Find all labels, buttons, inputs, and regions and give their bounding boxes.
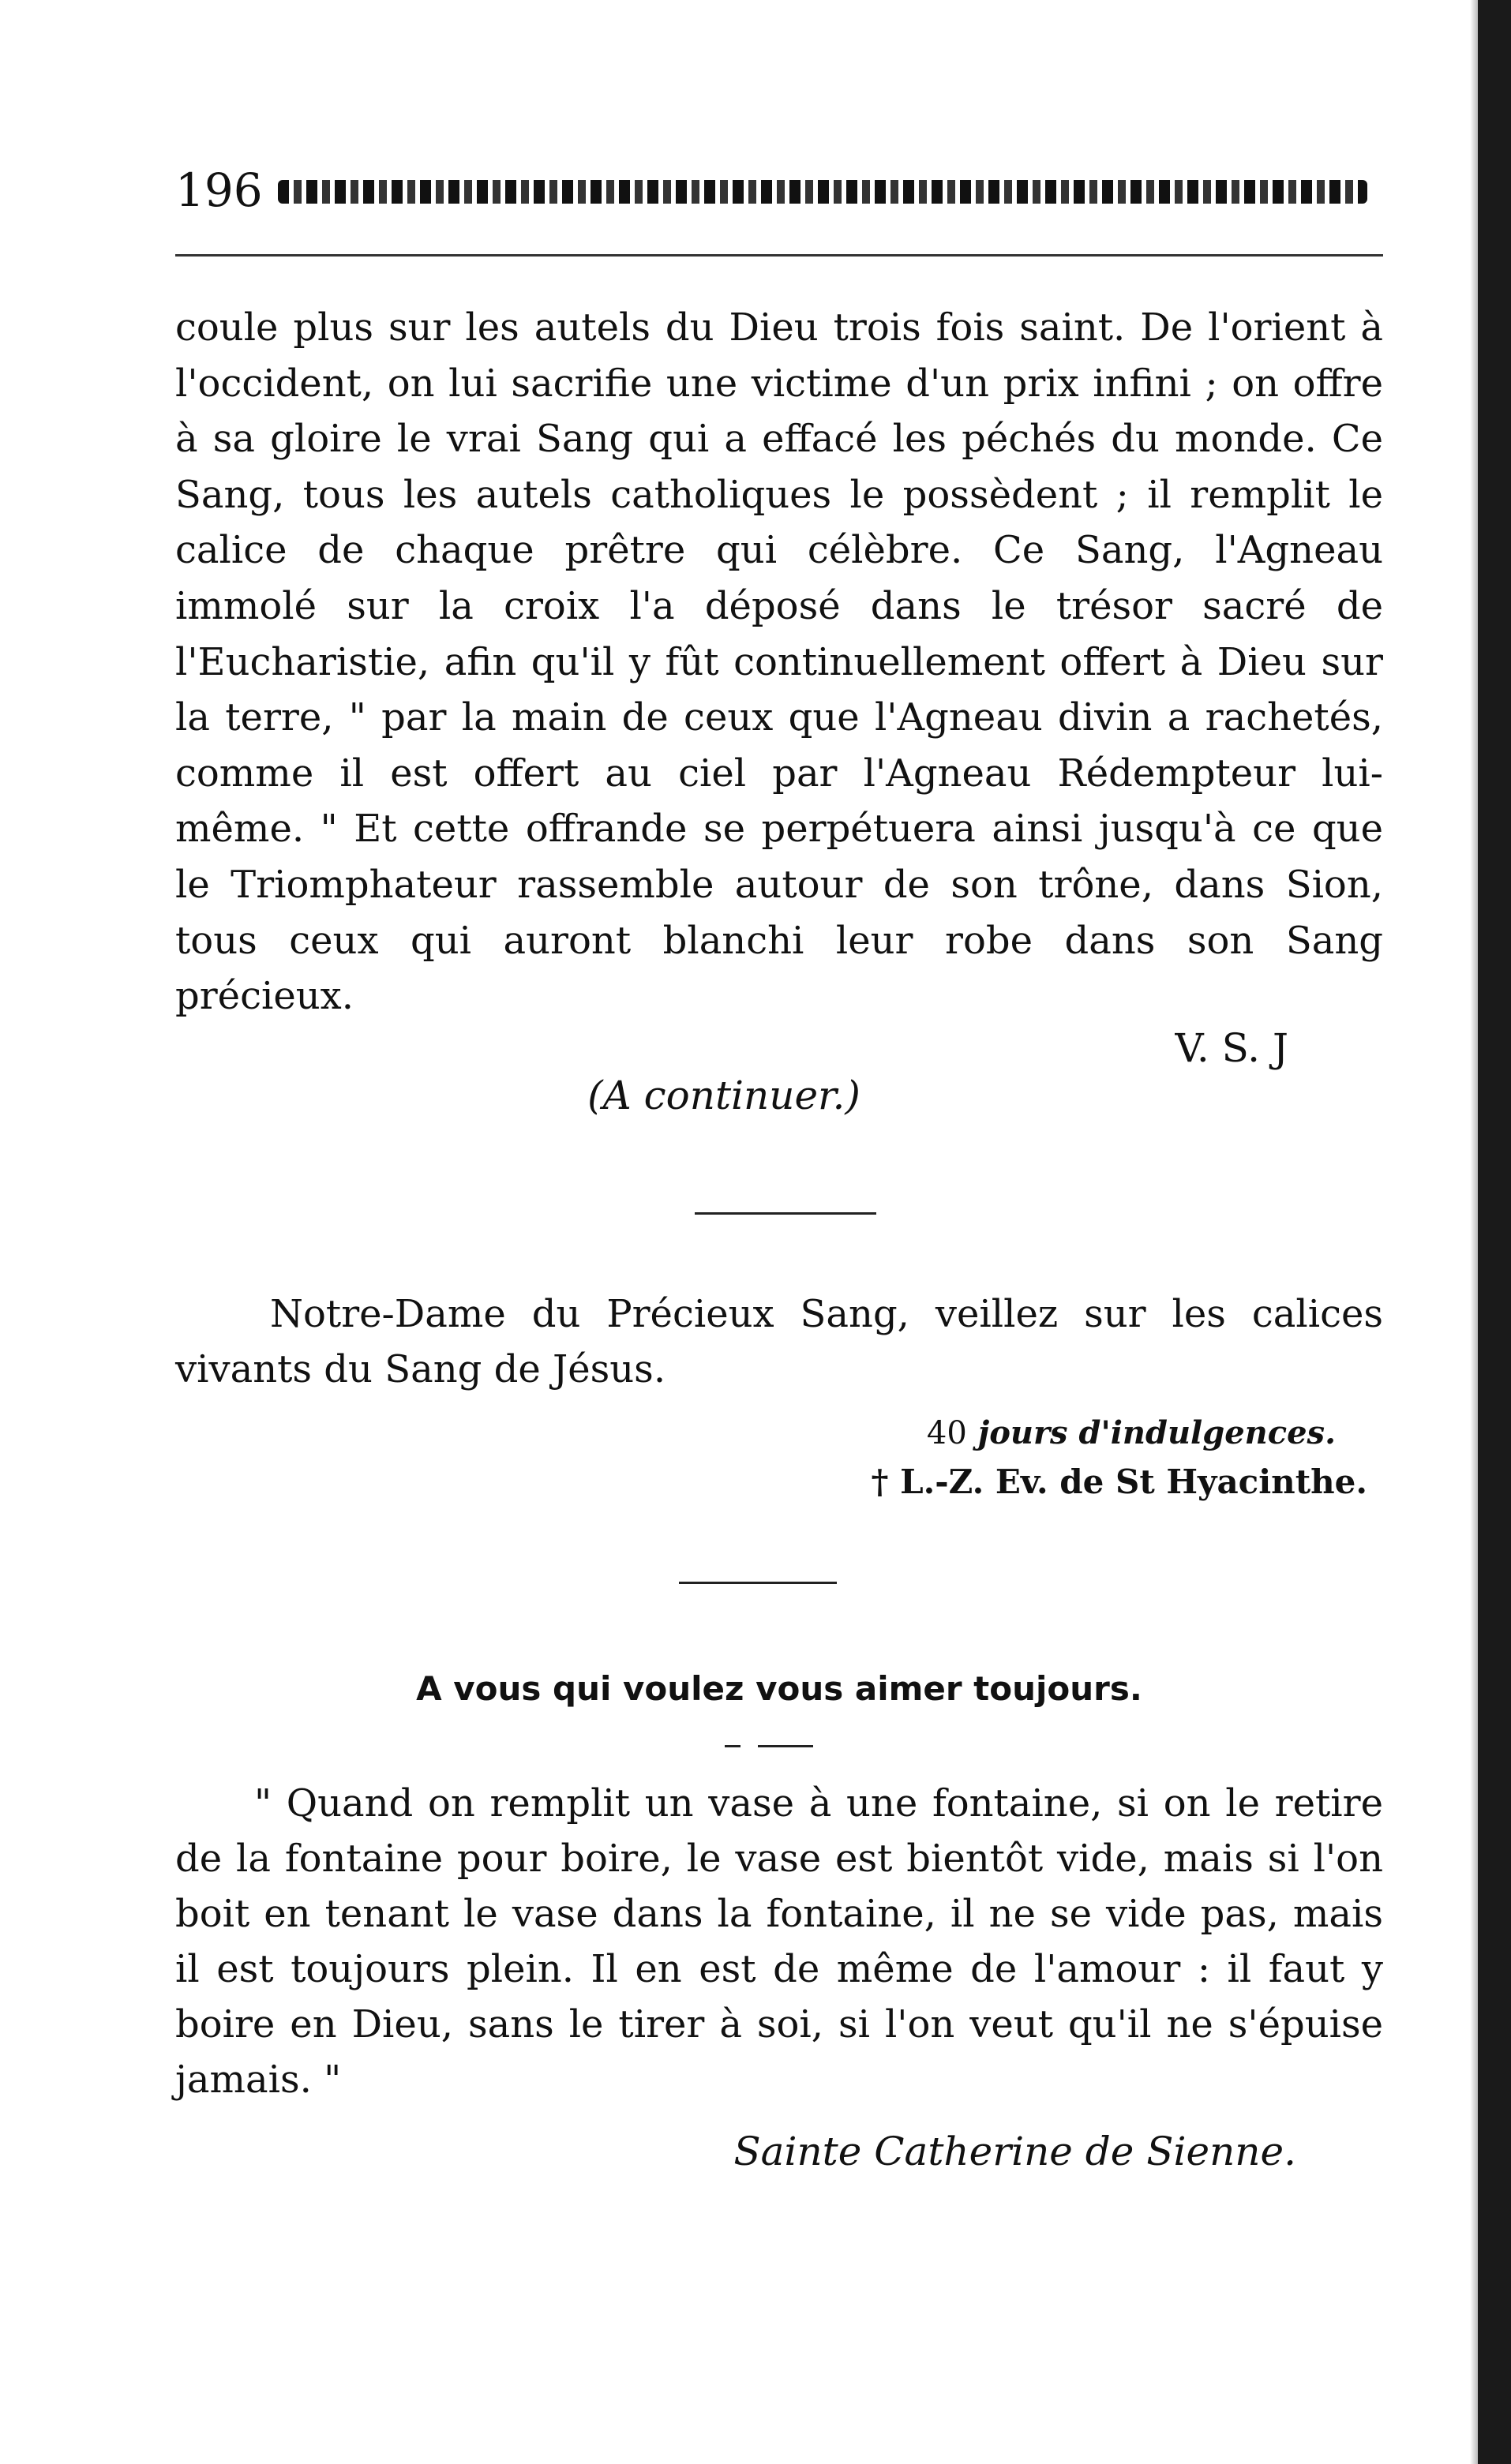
- indulgence-line: [175, 1411, 1336, 1455]
- section-divider-2: [679, 1582, 837, 1584]
- header-ornament: [278, 180, 1367, 204]
- quote-text: " Quand on remplit un vase à une fontaine, si on le retire de la fontaine pour boire, le vase est bientôt vide, mais si l'on boit en tenant le vase dans la fontaine, il ne se vide pas, mais il est toujours plein. Il en est de même de l'amour : il faut y boire en Dieu, sans le tirer à soi, si l'on veut qu'il ne s'épuise jamais. ": [175, 1781, 1383, 2102]
- continued-note: (A continuer.): [587, 1072, 860, 1118]
- bishop-signature: † L.-Z. Ev. de St Hyacinthe.: [871, 1462, 1367, 1501]
- author-initials: V. S. J: [1175, 1024, 1288, 1071]
- prayer-block: [175, 1286, 1383, 1506]
- page-number: 196: [175, 163, 263, 217]
- section-heading: A vous qui voulez vous aimer toujours.: [416, 1669, 1142, 1708]
- page-header: [175, 163, 1383, 218]
- heading-dash-short: [725, 1745, 741, 1747]
- indulgence-text: jours d'indulgences.: [977, 1414, 1336, 1451]
- heading-dash-long: [758, 1745, 813, 1747]
- quote-author: Sainte Catherine de Sienne.: [733, 2129, 1296, 2174]
- prayer-text: Notre-Dame du Précieux Sang, veillez sur les calices vivants du Sang de Jésus.: [175, 1292, 1383, 1391]
- indulgence-number: 40: [926, 1415, 967, 1451]
- main-paragraph: coule plus sur les autels du Dieu trois fois saint. De l'orient à l'occident, on lui sacrifie une victime d'un prix infini ; on offre à sa gloire le vrai Sang qui a effacé les péchés du monde. Ce Sang, tous les autels catholiques le possèdent ; il remplit le calice de chaque prêtre qui célèbre. Ce Sang, l'Agneau immolé sur la croix l'a déposé dans le trésor sacré de l'Eucharistie, afin qu'il y fût continuellement offert à Dieu sur la terre, " par la main de ceux que l'Agneau divin a rachetés, comme il est offert au ciel par l'Agneau Rédempteur lui-même. " Et cette offrande se perpétuera ainsi jusqu'à ce que le Triomphateur rassemble autour de son trône, dans Sion, tous ceux qui auront blanchi leur robe dans son Sang précieux.: [175, 305, 1383, 1019]
- quote-block: [175, 1776, 1383, 2175]
- page-edge-gradient: [1470, 0, 1478, 2464]
- header-rule: [175, 254, 1383, 257]
- main-text-block: [175, 300, 1383, 1119]
- section-divider-1: [695, 1212, 876, 1215]
- page-edge-shadow: [1478, 0, 1511, 2464]
